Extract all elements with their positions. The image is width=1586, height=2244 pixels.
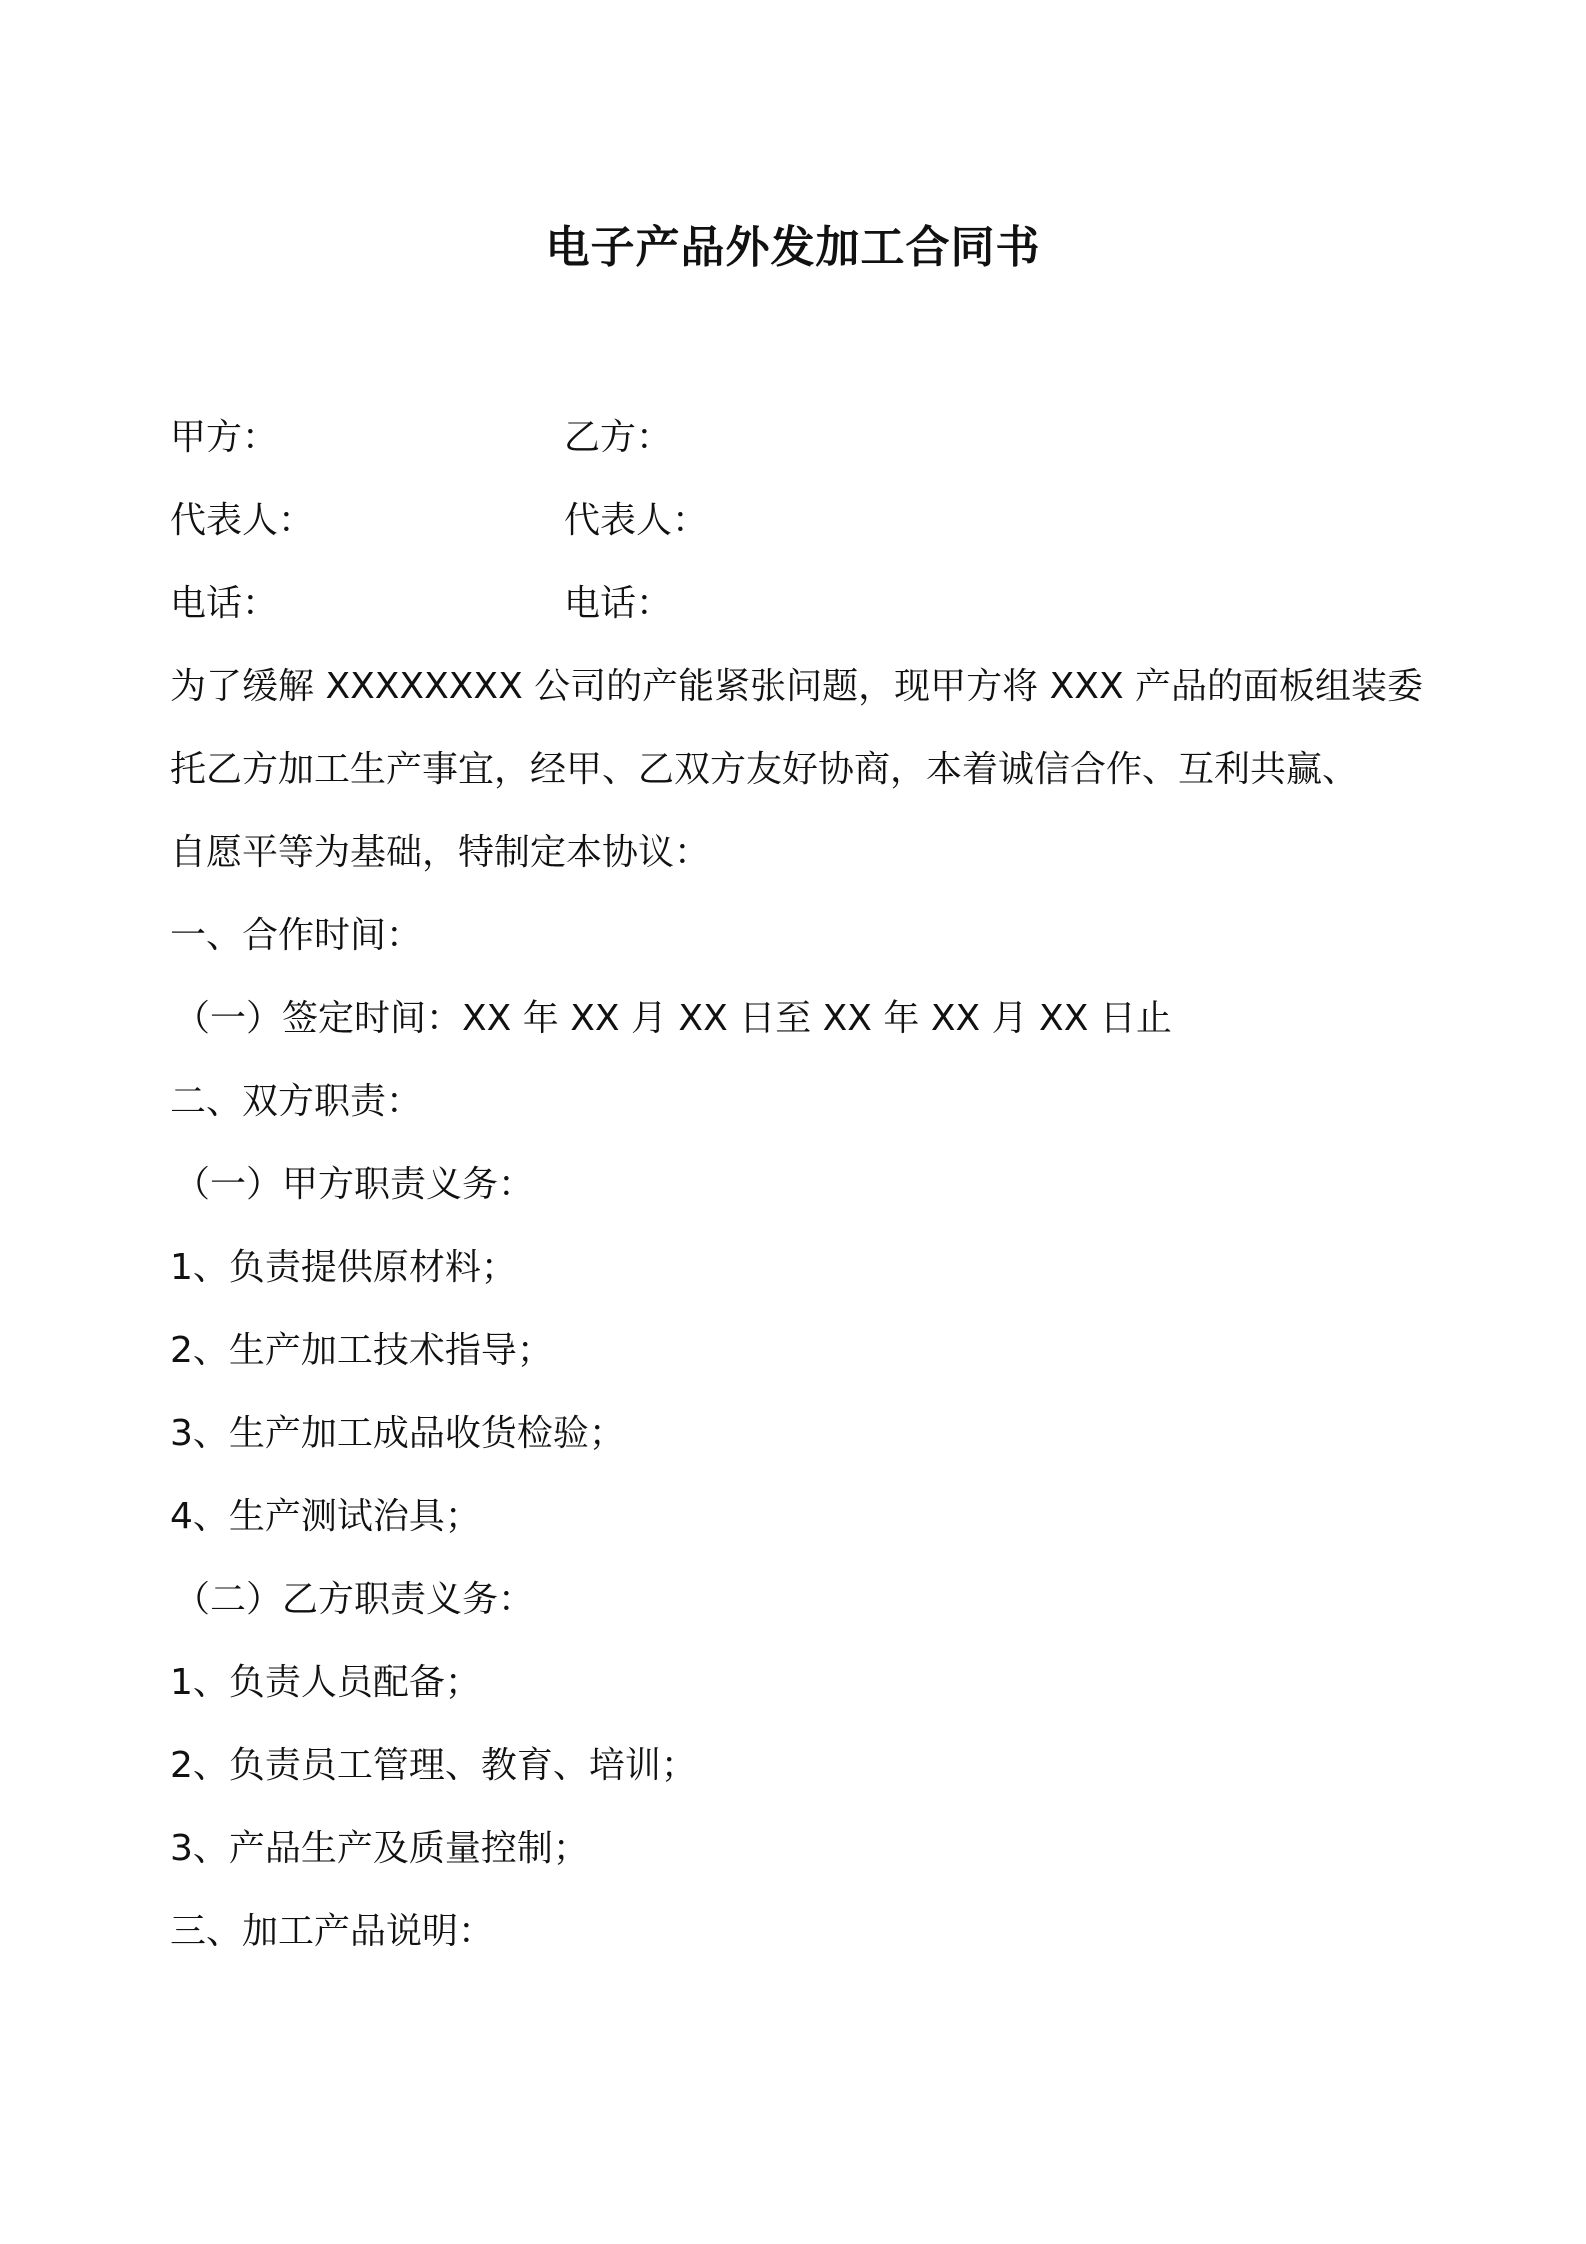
signing-period-clause: （一）签定时间：XX 年 XX 月 XX 日至 XX 年 XX 月 XX 日止 [174,998,1172,1039]
party-a-representative-label: 代表人： [170,500,315,541]
party-b-label: 乙方： [564,417,673,458]
list-item: 3、产品生产及质量控制； [170,1828,589,1869]
intro-paragraph-line: 为了缓解 XXXXXXXX 公司的产能紧张问题，现甲方将 XXX 产品的面板组装委 [170,666,1424,707]
list-item: 3、生产加工成品收货检验； [170,1413,625,1454]
list-item: 1、负责提供原材料； [170,1247,517,1288]
section-heading-responsibilities: 二、双方职责： [170,1081,423,1122]
list-item: 2、生产加工技术指导； [170,1330,553,1371]
subsection-party-a-duties: （一）甲方职责义务： [174,1164,535,1205]
intro-paragraph-line: 托乙方加工生产事宜，经甲、乙双方友好协商，本着诚信合作、互利共赢、 [170,749,1359,790]
list-item: 2、负责员工管理、教育、培训； [170,1745,697,1786]
section-heading-cooperation-time: 一、合作时间： [170,915,423,956]
party-b-phone-label: 电话： [564,583,673,624]
party-a-label: 甲方： [170,417,279,458]
document-title: 电子产品外发加工合同书 [545,222,1041,273]
section-heading-product-description: 三、加工产品说明： [170,1911,495,1952]
subsection-party-b-duties: （二）乙方职责义务： [174,1579,535,1620]
party-a-phone-label: 电话： [170,583,279,624]
list-item: 1、负责人员配备； [170,1662,481,1703]
party-b-representative-label: 代表人： [564,500,709,541]
intro-paragraph-line: 自愿平等为基础，特制定本协议： [170,832,711,873]
list-item: 4、生产测试治具； [170,1496,481,1537]
